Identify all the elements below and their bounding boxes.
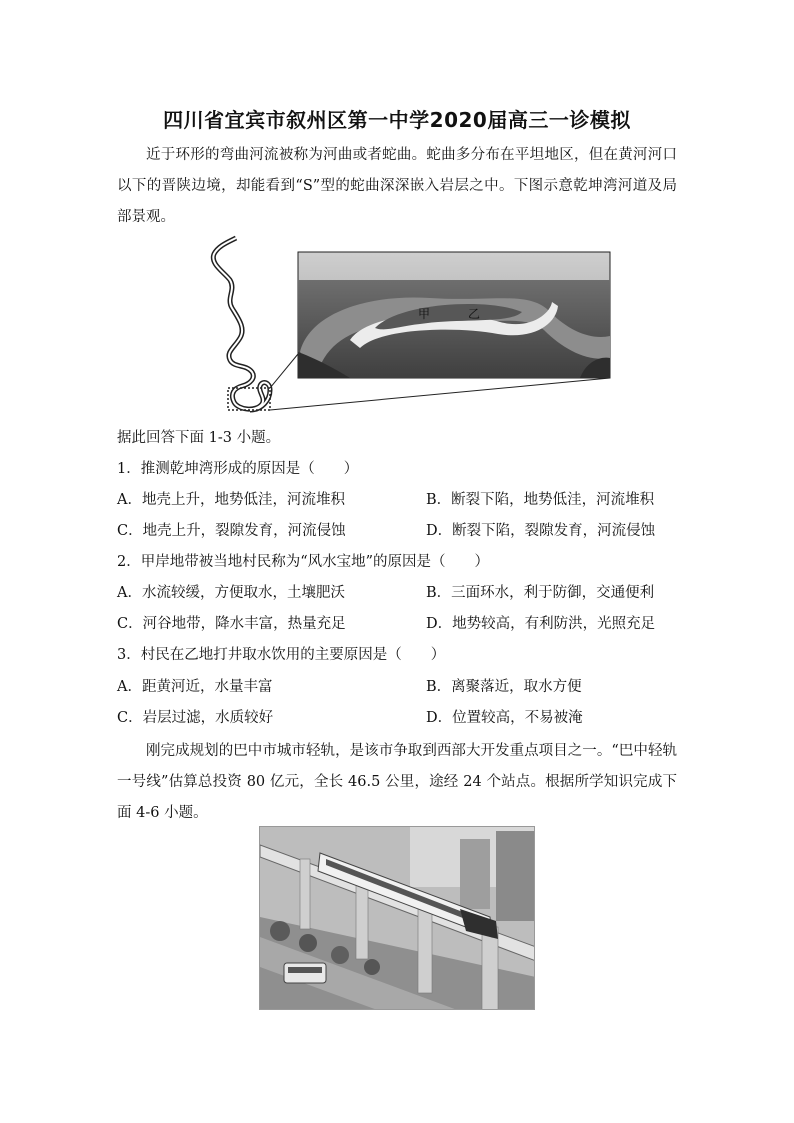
intro-paragraph-1: 近于环形的弯曲河流被称为河曲或者蛇曲。蛇曲多分布在平坦地区，但在黄河河口以下的晋陕边境，却能看到“S”型的蛇曲深深嵌入岩层之中。下图示意乾坤湾河道及局部景观。: [117, 147, 677, 225]
question-3-stem: 3．村民在乙地打井取水饮用的主要原因是（ ）: [117, 647, 446, 663]
question-3-option-d: D．位置较高，不易被淹: [426, 710, 583, 726]
light-rail-photo: [259, 826, 535, 1010]
question-3-option-b: B．离聚落近，取水方便: [426, 679, 582, 695]
question-1-option-b: B．断裂下陷，地势低洼，河流堆积: [426, 492, 655, 508]
meander-illustration: [200, 232, 620, 422]
question-1-option-c: C．地壳上升，裂隙发育，河流侵蚀: [117, 523, 346, 539]
label-yi: 乙: [468, 307, 481, 321]
question-1-stem: 1．推测乾坤湾形成的原因是（ ）: [117, 461, 359, 477]
question-2-option-b: B．三面环水，利于防御，交通便利: [426, 585, 655, 601]
light-rail-illustration: [260, 827, 535, 1010]
label-jia: 甲: [418, 307, 431, 321]
answer-prompt-1: 据此回答下面 1-3 小题。: [117, 430, 281, 446]
question-2-option-c: C．河谷地带，降水丰富，热量充足: [117, 616, 346, 632]
question-2-option-d: D．地势较高，有利防洪，光照充足: [426, 616, 656, 632]
question-1-option-d: D．断裂下陷，裂隙发育，河流侵蚀: [426, 523, 656, 539]
question-3-option-a: A．距黄河近，水量丰富: [117, 679, 273, 695]
meander-figure: [200, 232, 620, 422]
intro-paragraph-2: 刚完成规划的巴中市城市轻轨，是该市争取到西部大开发重点项目之一。“巴中轻轨一号线”估算总投资 80 亿元，全长 46.5 公里，途经 24 个站点。根据所学知识完成下面 4-6 小题。: [117, 743, 677, 821]
question-2-stem: 2．甲岸地带被当地村民称为“风水宝地”的原因是（ ）: [117, 554, 490, 570]
question-3-option-c: C．岩层过滤，水质较好: [117, 710, 274, 726]
question-2-option-a: A．水流较缓，方便取水，土壤肥沃: [117, 585, 345, 601]
question-1-option-a: A．地壳上升，地势低洼，河流堆积: [117, 492, 345, 508]
page-title: 四川省宜宾市叙州区第一中学2020届高三一诊模拟: [163, 108, 631, 132]
